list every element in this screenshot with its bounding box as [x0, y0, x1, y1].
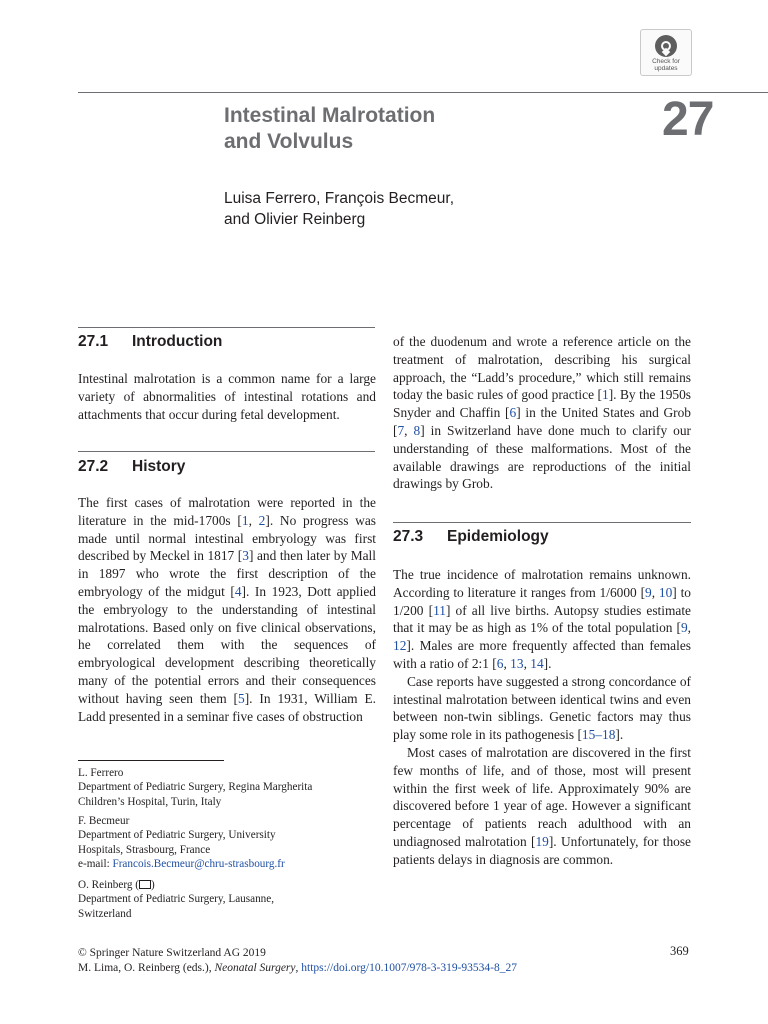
citation-link[interactable]: 2 — [258, 512, 266, 528]
section-rule — [78, 451, 375, 452]
citation-link[interactable]: 15–18 — [581, 727, 616, 743]
citation-link[interactable]: 5 — [237, 690, 245, 706]
citation-link[interactable]: 11 — [433, 602, 446, 618]
epidemiology-paragraph-2: Case reports have suggested a strong concordance of intestinal malrotation between identical twins and even between non-twin siblings. Genetic factors may thus play some role in its pathogenesis [15–18]. — [393, 673, 691, 743]
badge-label: Check for updates — [652, 58, 680, 72]
section-rule — [78, 327, 375, 328]
affiliation-ferrero: L. Ferrero Department of Pediatric Surgery, Regina Margherita Children’s Hospital, Turin, Italy — [78, 767, 313, 808]
section-heading-epidemiology: 27.3 Epidemiology — [393, 528, 549, 545]
citation-link[interactable]: 1 — [601, 387, 609, 403]
citation-link[interactable]: 6 — [509, 405, 517, 421]
citation-link[interactable]: 14 — [530, 655, 544, 671]
citation-link[interactable]: 19 — [535, 833, 549, 849]
epidemiology-paragraph-3: Most cases of malrotation are discovered in the first few months of life, and of those, most will present within the first week of life. Approximately 90% are discovered before 1 year of age. However a significant percentage of patients reach adulthood with an undiagnosed malrotation [19]. Unfortunately, for those patients delays in diagnosis are common. — [393, 744, 691, 867]
citation-link[interactable]: 7 — [397, 422, 405, 438]
doi-link[interactable]: https://doi.org/10.1007/978-3-319-93534-8_27 — [301, 962, 517, 974]
affiliation-reinberg: O. Reinberg ( ) Department of Pediatric Surgery, Lausanne, Switzerland — [78, 879, 275, 920]
chapter-title: Intestinal Malrotation and Volvulus — [224, 104, 436, 153]
authors: Luisa Ferrero, François Becmeur, and Olivier Reinberg — [224, 190, 455, 228]
section-rule — [393, 522, 691, 523]
footnote-rule — [78, 760, 224, 761]
citation-link[interactable]: 4 — [234, 583, 242, 599]
chapter-number: 27 — [662, 93, 714, 146]
epidemiology-body — [393, 566, 691, 869]
section-heading-introduction: 27.1 Introduction — [78, 333, 223, 350]
citation-link[interactable]: 12 — [393, 638, 407, 654]
email-link[interactable]: Francois.Becmeur@chru-strasbourg.fr — [112, 858, 285, 871]
citation-link[interactable]: 6 — [496, 655, 504, 671]
history-continuation-paragraph: of the duodenum and wrote a reference article on the treatment of malrotation, describing his surgical approach, the “Ladd’s procedure,” which still remains today the basic rules of good practice [1]. By the 1950s Snyder and Chaffin [6] in the United States and Grob [7, 8] in Switzerland have done much to clarify our understanding of these malformations. Most of the available drawings are reproductions of the initial drawings by Grob. — [393, 334, 692, 492]
citation-link[interactable]: 8 — [413, 422, 421, 438]
citation-link[interactable]: 9 — [645, 584, 652, 600]
citation-link[interactable]: 1 — [241, 512, 249, 528]
bookmark-icon — [655, 35, 677, 57]
intro-paragraph: Intestinal malrotation is a common name for a large variety of abnormalities of intestinal rotations and attachments that occur during fetal development. — [78, 371, 376, 422]
epidemiology-paragraph-1: The true incidence of malrotation remains unknown. According to literature it ranges from 1/6000 [9, 10] to 1/200 [11] of all live births. Autopsy studies estimate that it may be as high as 1% of the total population [9, 12]. Males are more frequently affected than females with a ratio of 2:1 [6, 13, 14]. — [393, 567, 691, 671]
check-for-updates-badge[interactable] — [640, 29, 692, 76]
section-heading-history: 27.2 History — [78, 458, 186, 475]
envelope-icon[interactable] — [139, 880, 151, 889]
affiliation-becmeur: F. Becmeur Department of Pediatric Surgery, University Hospitals, Strasbourg, France e-mail: Francois.Becmeur@chru-strasbourg.fr — [78, 815, 285, 871]
citation-link[interactable]: 10 — [658, 584, 673, 600]
page-number: 369 — [670, 944, 689, 958]
copyright-footer: © Springer Nature Switzerland AG 2019 M. Lima, O. Reinberg (eds.), Neonatal Surgery, https://doi.org/10.1007/978-3-319-93534-8_27 — [78, 947, 517, 974]
citation-link[interactable]: 3 — [242, 548, 249, 564]
citation-link[interactable]: 13 — [510, 655, 524, 671]
citation-link[interactable]: 9 — [680, 620, 688, 636]
history-paragraph: The first cases of malrotation were reported in the literature in the mid-1700s [1, 2]. No progress was made until normal intestinal embryology was first described by Meckel in 1817 [3] and then later by Mall in 1897 who wrote the first description of the embryology of the midgut [4]. In 1923, Dott applied the embryology to the understanding of intestinal malrotations. Based only on five clinical observations, he correlated them with the sequences of embryological development describing theoretically many of the potential errors and their consequences without having seen them [5]. In 1931, William E. Ladd presented in a seminar five cases of obstruction — [78, 495, 376, 724]
